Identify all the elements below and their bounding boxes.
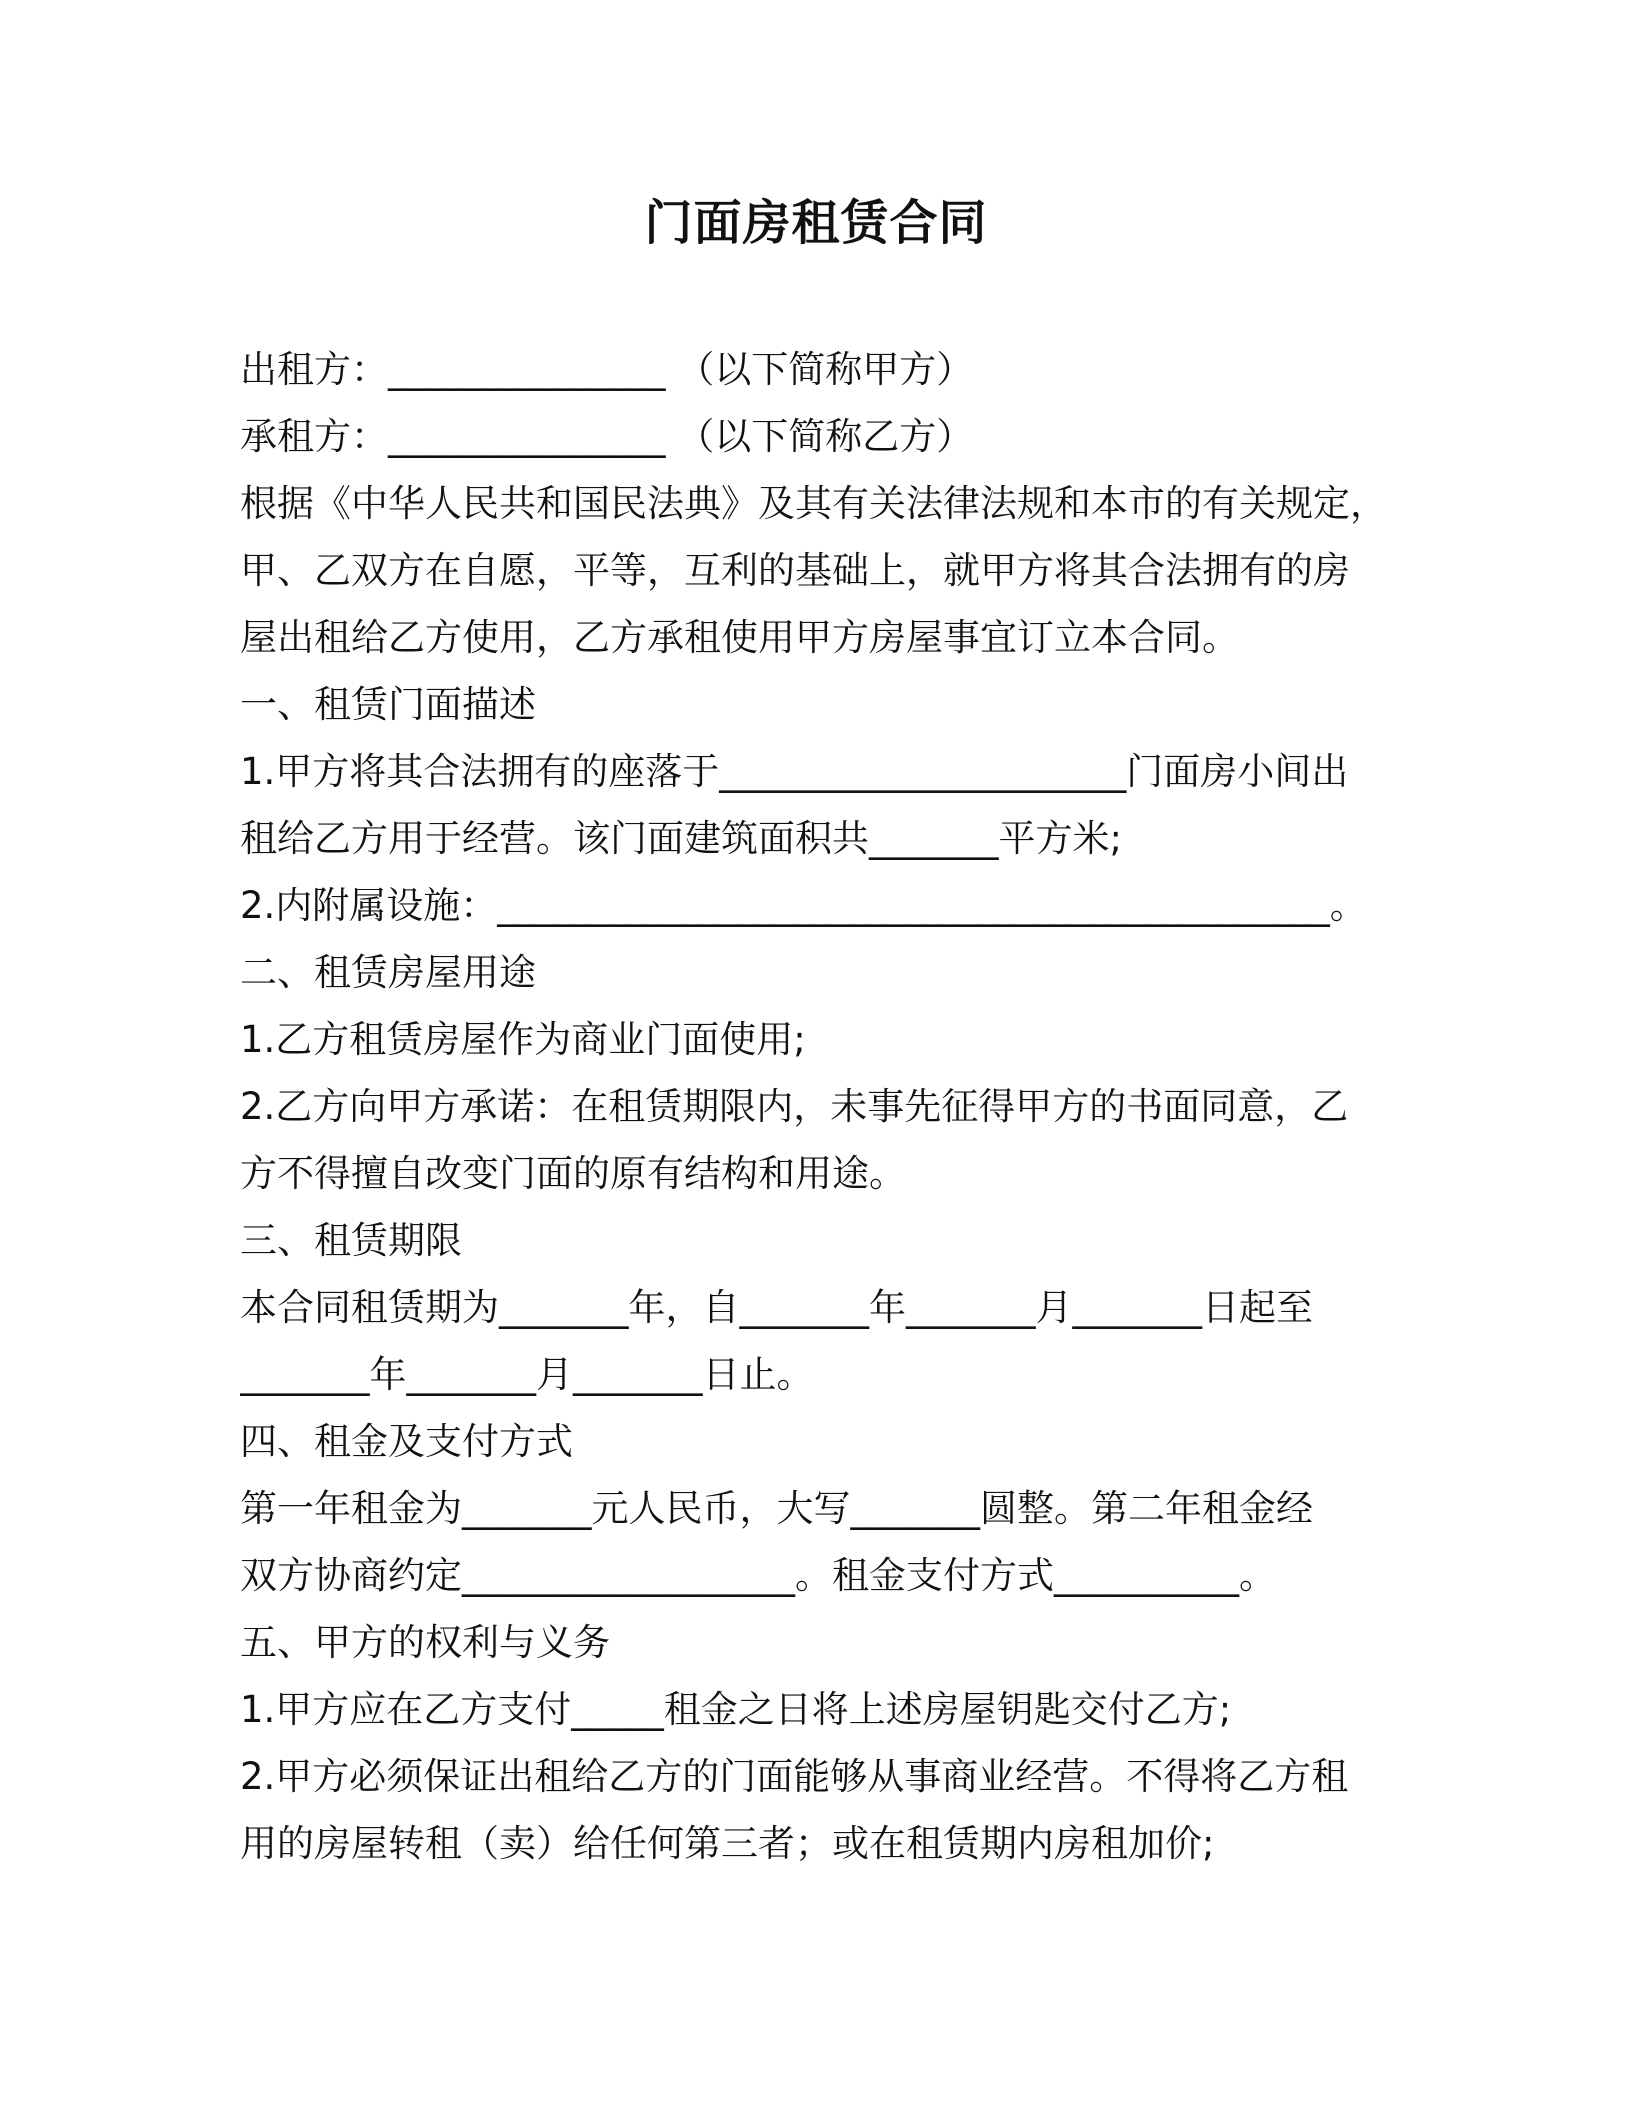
contract-body — [240, 336, 1390, 1877]
clause-5-1: 1.甲方应在乙方支付_____租金之日将上述房屋钥匙交付乙方; — [240, 1688, 1232, 1731]
clause-2-1: 1.乙方租赁房屋作为商业门面使用; — [240, 1018, 806, 1061]
clause-2-2-line-2: 方不得擅自改变门面的原有结构和用途。 — [240, 1152, 906, 1195]
clause-1-2: 2.内附属设施：_____________________________________________。 — [240, 884, 1367, 927]
clause-5-2-line-2: 用的房屋转租（卖）给任何第三者；或在租赁期内房租加价; — [240, 1822, 1215, 1865]
document-title: 门面房租赁合同 — [644, 195, 988, 251]
clause-5-2-line-1: 2.甲方必须保证出租给乙方的门面能够从事商业经营。不得将乙方租 — [240, 1755, 1349, 1798]
section-heading-3: 三、租赁期限 — [240, 1219, 462, 1262]
clause-1-1-line-1: 1.甲方将其合法拥有的座落于______________________门面房小间出 — [240, 750, 1349, 793]
preamble-line-3: 屋出租给乙方使用，乙方承租使用甲方房屋事宜订立本合同。 — [240, 616, 1239, 659]
section-heading-4: 四、租金及支付方式 — [240, 1420, 573, 1463]
preamble-line-2: 甲、乙双方在自愿，平等，互利的基础上，就甲方将其合法拥有的房 — [240, 549, 1350, 592]
section-heading-1: 一、租赁门面描述 — [240, 683, 536, 726]
clause-1-1-line-2: 租给乙方用于经营。该门面建筑面积共_______平方米; — [240, 817, 1122, 860]
rent-line-2: 双方协商约定__________________。租金支付方式__________。 — [240, 1554, 1276, 1597]
lease-term-line-1: 本合同租赁期为_______年，自_______年_______月_______日起至 — [240, 1286, 1313, 1329]
section-heading-5: 五、甲方的权利与义务 — [240, 1621, 610, 1664]
preamble-line-1: 根据《中华人民共和国民法典》及其有关法律法规和本市的有关规定， — [240, 482, 1387, 525]
lessee-line: 承租方：_______________ （以下简称乙方） — [240, 415, 974, 458]
rent-line-1: 第一年租金为_______元人民币，大写_______圆整。第二年租金经 — [240, 1487, 1313, 1530]
section-heading-2: 二、租赁房屋用途 — [240, 951, 536, 994]
lease-term-line-2: _______年_______月_______日止。 — [240, 1353, 814, 1396]
lessor-line: 出租方：_______________ （以下简称甲方） — [240, 348, 974, 391]
clause-2-2-line-1: 2.乙方向甲方承诺：在租赁期限内，未事先征得甲方的书面同意，乙 — [240, 1085, 1349, 1128]
